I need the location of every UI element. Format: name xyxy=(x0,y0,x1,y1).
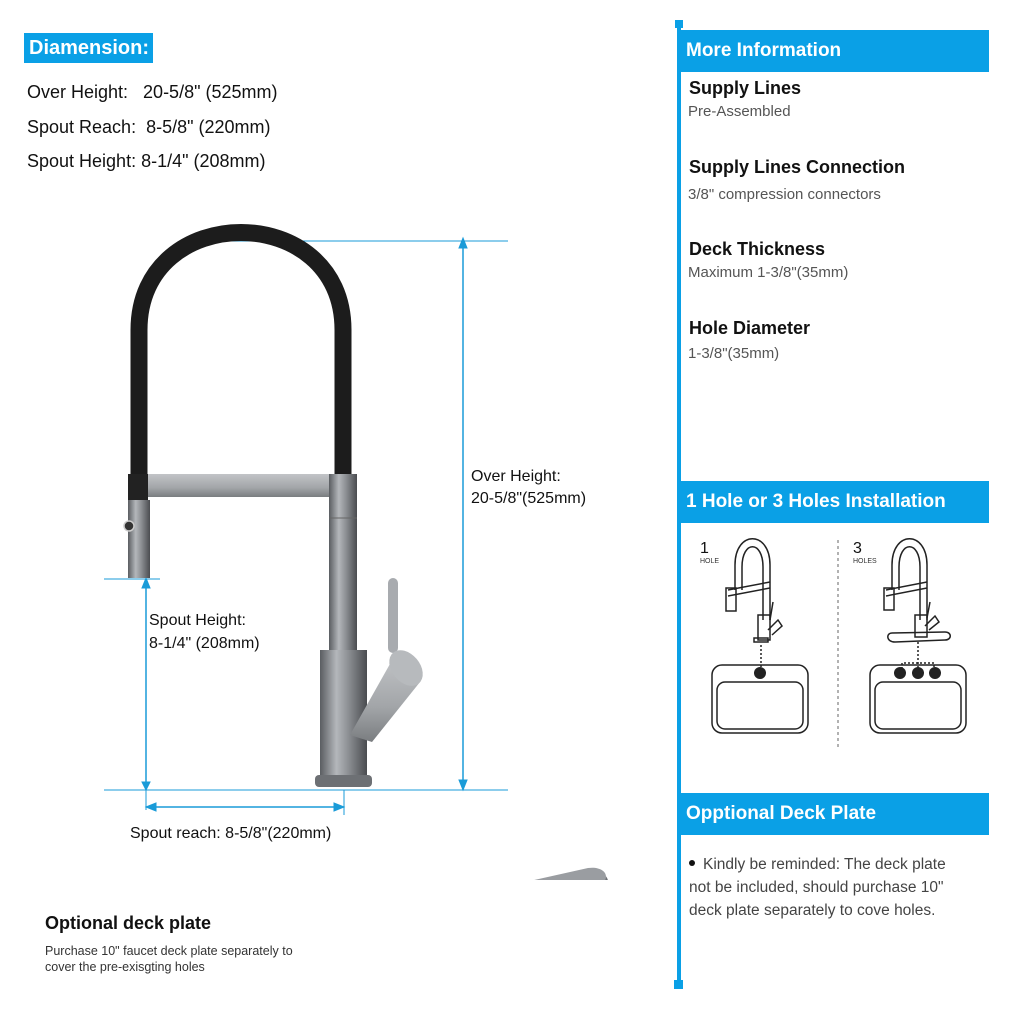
dimension-title: Diamension: xyxy=(24,33,153,63)
info-value-supply-lines: Pre-Assembled xyxy=(688,103,791,120)
rail-cap-bottom xyxy=(674,980,683,989)
more-information-header: More Information xyxy=(679,30,989,72)
deck-plate-image xyxy=(365,868,608,880)
info-value-hole-diameter: 1-3/8"(35mm) xyxy=(688,345,780,362)
installation-header: 1 Hole or 3 Holes Installation xyxy=(679,481,989,523)
info-title-deck-thickness: Deck Thickness xyxy=(689,239,826,259)
note-line: deck plate separately to cove holes. xyxy=(689,902,936,919)
deck-plate-note xyxy=(689,853,979,922)
spout-height-value: 8-1/4" (208mm) xyxy=(149,635,260,652)
dimension-spout-reach: Spout Reach: 8-5/8" (220mm) xyxy=(27,117,271,137)
install-option-3-label: HOLES xyxy=(853,558,877,565)
optional-deck-plate-description xyxy=(45,943,345,975)
deck-plate-section-header: Opptional Deck Plate xyxy=(679,793,989,835)
info-title-hole-diameter: Hole Diameter xyxy=(689,318,811,338)
note-line: not be included, should purchase 10" xyxy=(689,879,944,896)
rail-cap-top xyxy=(675,20,683,28)
info-value-deck-thickness: Maximum 1-3/8"(35mm) xyxy=(688,264,849,281)
dimension-over-height: Over Height: 20-5/8" (525mm) xyxy=(27,82,278,102)
faucet-hose xyxy=(139,233,343,479)
bullet-icon xyxy=(689,860,695,866)
note-line: Kindly be reminded: The deck plate xyxy=(703,856,946,873)
installation-illustration xyxy=(690,530,990,760)
description-line: cover the pre-exisgting holes xyxy=(45,960,205,974)
over-height-label: Over Height: xyxy=(471,468,561,485)
info-title-supply-lines-connection: Supply Lines Connection xyxy=(689,157,906,177)
over-height-value: 20-5/8"(525mm) xyxy=(471,490,587,507)
install-option-1-label: HOLE xyxy=(700,558,720,565)
dimension-lines xyxy=(104,238,508,815)
install-option-1-number: 1 xyxy=(700,540,709,557)
install-option-3-number: 3 xyxy=(853,540,862,557)
dimension-spout-height: Spout Height: 8-1/4" (208mm) xyxy=(27,151,266,171)
optional-deck-plate-title: Optional deck plate xyxy=(45,913,212,933)
info-value-supply-lines-connection: 3/8" compression connectors xyxy=(688,186,881,203)
spout-height-label: Spout Height: xyxy=(149,612,246,629)
info-title-supply-lines: Supply Lines xyxy=(689,78,802,98)
spout-reach-label: Spout reach: 8-5/8"(220mm) xyxy=(130,825,332,842)
description-line: Purchase 10" faucet deck plate separately to xyxy=(45,944,293,958)
